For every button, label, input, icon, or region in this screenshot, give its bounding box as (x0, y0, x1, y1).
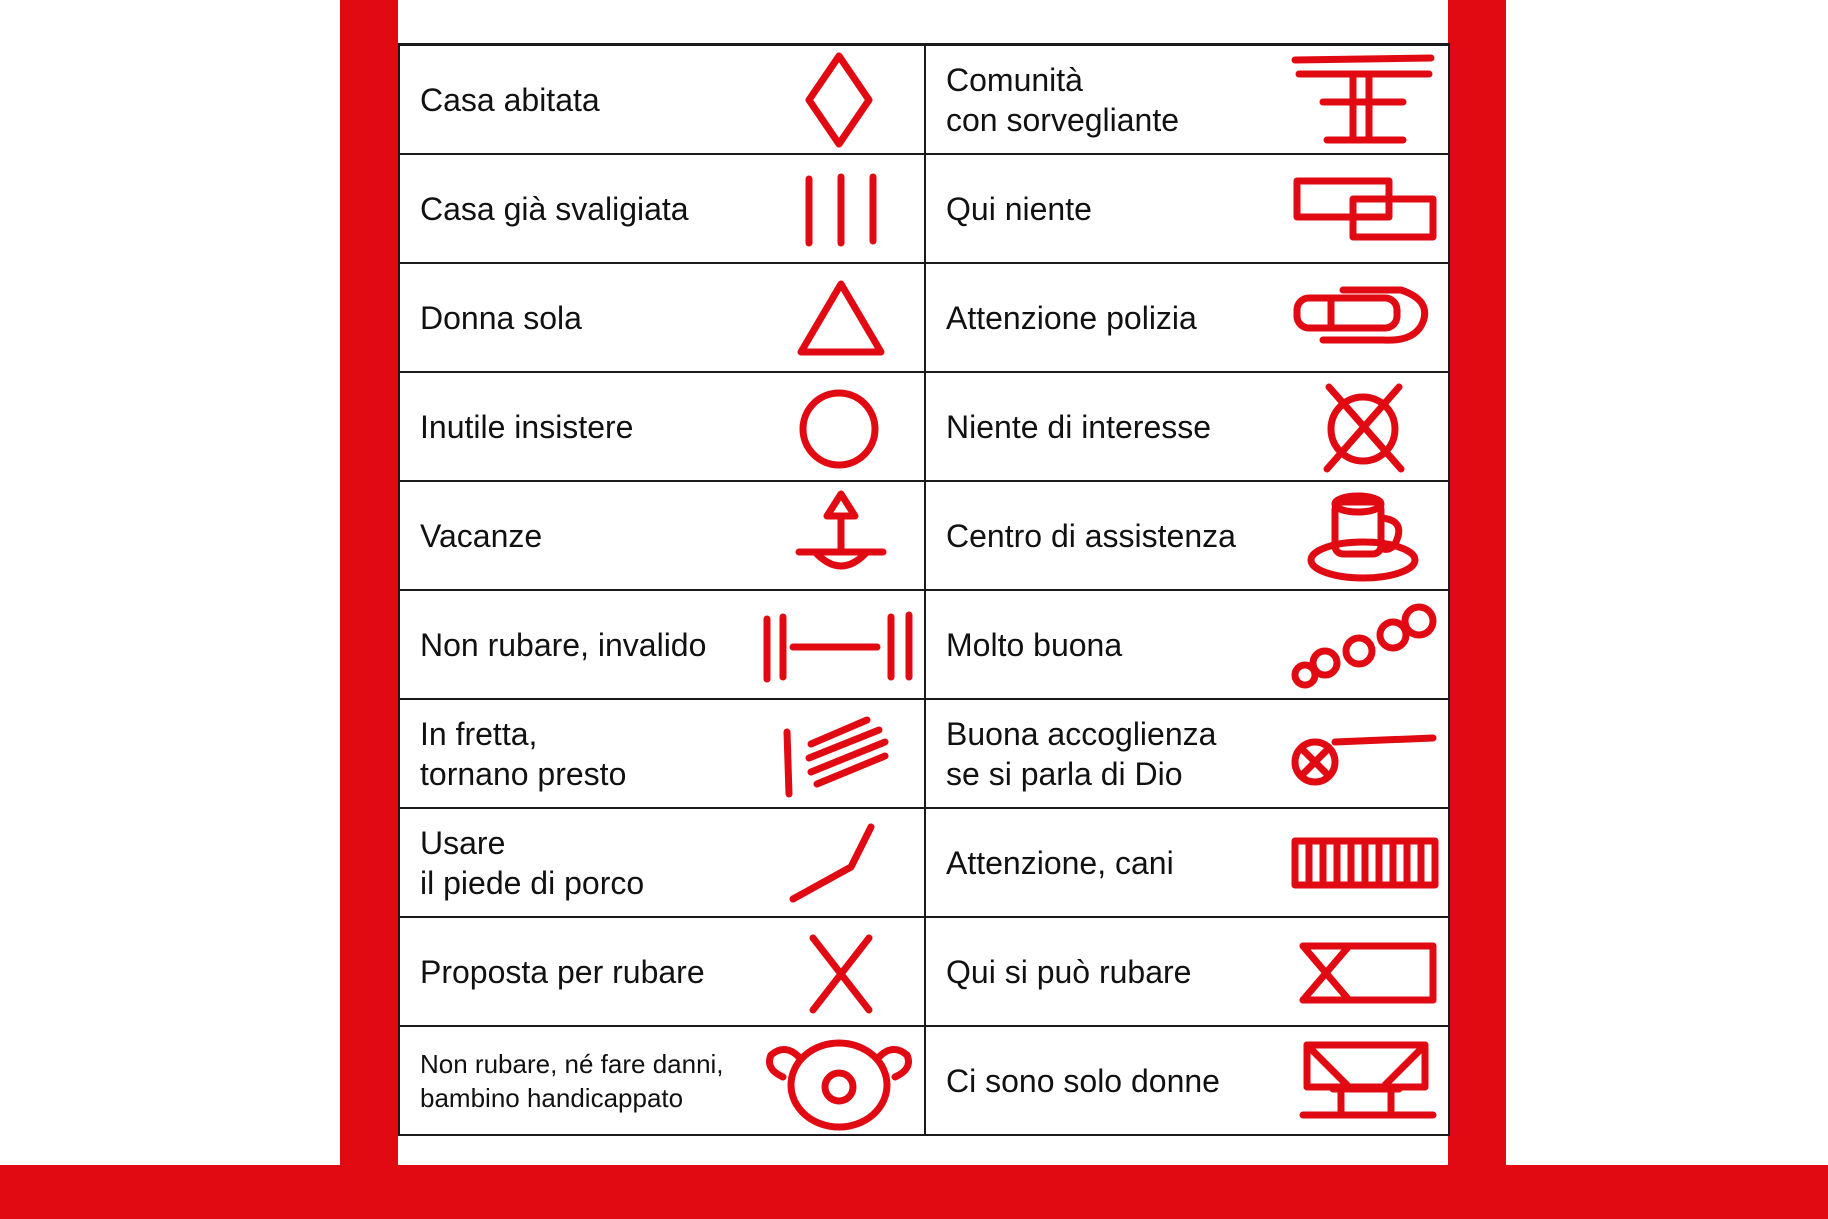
bear-face-icon (759, 1033, 919, 1129)
x-cross-icon (759, 924, 919, 1020)
legend-cell (399, 808, 925, 917)
symbol-label: Buona accoglienza se si parla di Dio (946, 715, 1217, 792)
hourglass-rectangle-icon (1283, 924, 1443, 1020)
symbol-label: Casa già svaligiata (420, 190, 689, 227)
legend-row (399, 1026, 1449, 1135)
symbol-label: Casa abitata (420, 81, 600, 118)
symbol-label: Non rubare, né fare danni, bambino handicappato (420, 1048, 724, 1113)
frame-left-border (340, 0, 398, 1219)
legend-cell (399, 1026, 925, 1135)
three-bars-icon (759, 161, 919, 257)
bars-connected-icon (759, 597, 919, 693)
bowl-icon (1283, 1033, 1443, 1129)
symbol-legend-table (398, 43, 1450, 1136)
legend-cell (925, 481, 1449, 590)
anchor-icon (759, 488, 919, 584)
legend-cell (399, 917, 925, 1026)
legend-cell (925, 372, 1449, 481)
legend-cell (925, 699, 1449, 808)
legend-cell (399, 45, 925, 155)
legend-cell (925, 917, 1449, 1026)
symbol-label: Centro di assistenza (946, 517, 1236, 554)
symbol-label: Niente di interesse (946, 408, 1212, 445)
circle-icon (759, 379, 919, 475)
legend-cell (925, 808, 1449, 917)
coiled-bar-icon (1283, 270, 1443, 366)
symbol-label: Qui niente (946, 190, 1092, 227)
symbol-label: Molto buona (946, 626, 1123, 663)
overlapping-rectangles-icon (1283, 161, 1443, 257)
symbol-label: Qui si può rubare (946, 953, 1192, 990)
cup-and-saucer-icon (1283, 488, 1443, 584)
slanted-lines-icon (759, 706, 919, 802)
triangle-icon (759, 270, 919, 366)
frame-bottom-border (0, 1165, 1828, 1219)
legend-row (399, 590, 1449, 699)
legend-cell (399, 481, 925, 590)
legend-cell (399, 154, 925, 263)
diamond-icon (759, 52, 919, 148)
legend-cell (925, 590, 1449, 699)
symbol-label: Proposta per rubare (420, 953, 705, 990)
symbol-label: Non rubare, invalido (420, 626, 707, 663)
comb-icon (1283, 815, 1443, 911)
legend-cell (925, 263, 1449, 372)
legend-cell (399, 263, 925, 372)
symbol-label: Vacanze (420, 517, 543, 554)
legend-row (399, 808, 1449, 917)
chain-circles-icon (1283, 597, 1443, 693)
legend-cell (925, 45, 1449, 155)
legend-row (399, 699, 1449, 808)
i-beam-icon (1283, 52, 1443, 148)
crossed-circle-line-icon (1283, 706, 1443, 802)
symbol-label: Attenzione, cani (946, 844, 1174, 881)
frame-right-border (1448, 0, 1506, 1219)
symbol-label: In fretta, tornano presto (420, 715, 627, 792)
legend-row (399, 45, 1449, 155)
legend-row (399, 481, 1449, 590)
symbol-label: Donna sola (420, 299, 582, 336)
crossed-circle-icon (1283, 379, 1443, 475)
symbol-label: Ci sono solo donne (946, 1062, 1220, 1099)
legend-cell (925, 1026, 1449, 1135)
legend-cell (399, 699, 925, 808)
symbol-label: Comunità con sorvegliante (946, 61, 1180, 138)
symbol-label: Inutile insistere (420, 408, 634, 445)
legend-cell (925, 154, 1449, 263)
symbol-label: Usare il piede di porco (420, 824, 645, 901)
symbol-sheet (398, 0, 1448, 1165)
crowbar-line-icon (759, 815, 919, 911)
legend-row (399, 917, 1449, 1026)
legend-row (399, 372, 1449, 481)
symbol-label: Attenzione polizia (946, 299, 1197, 336)
legend-row (399, 154, 1449, 263)
legend-row (399, 263, 1449, 372)
legend-cell (399, 590, 925, 699)
legend-cell (399, 372, 925, 481)
